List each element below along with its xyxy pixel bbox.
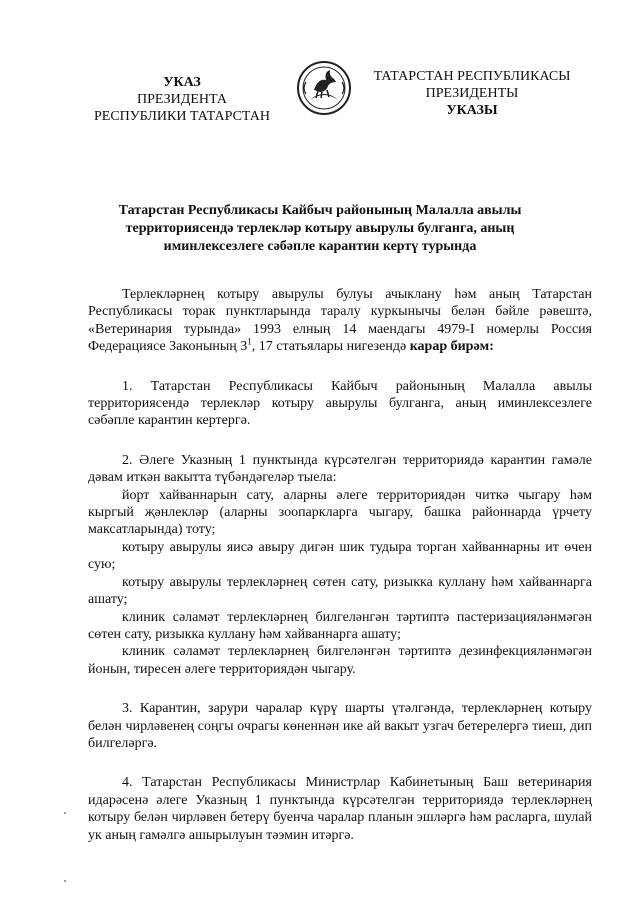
header-right — [352, 68, 592, 119]
title-line-2: территориясендә терлекләр котыру авырулы булганга, аның — [125, 221, 515, 236]
point-3: 3. Карантин, зарури чаралар күрү шарты үтәлгәндә, терлекләрнең котыру белән чирләвенең соңгы очрагы көненнән ике ай вакыт узгач бетерелергә тиеш, дип билгеләргә. — [88, 701, 592, 751]
point-2-item: клиник сәламәт терлекләрнең билгеләнгән тәртиптә пастеризацияләнмәгән сөтен сату, ризыкка куллану һәм хайваннарга ашату; — [88, 609, 592, 642]
preamble-text-after: , 17 статьялары нигезендә — [251, 339, 410, 355]
point-2-item: клиник сәламәт терлекләрнең билгеләнгән тәртиптә дезинфекцияләнмәгән йонын, тиресен әлеге территориядән чыгару. — [88, 644, 592, 677]
header-left — [72, 74, 292, 125]
point-2-item: йорт хайваннарын сату, аларны әлеге территориядән читкә чыгару һәм кыргый җәнлекләр (аларны зоопаркларга чыгару, башка районнарда үрчету максатларында) тоту; — [88, 487, 592, 538]
point-2-item: котыру авырулы яисә авыру дигән шик тудыра торган хайваннарны ит өчен сую; — [88, 539, 592, 573]
header-left-line-3: РЕСПУБЛИКИ ТАТАРСТАН — [93, 109, 270, 124]
preamble-paragraph — [88, 286, 592, 356]
header-right-line-1: ТАТАРСТАН РЕСПУБЛИКАСЫ — [373, 69, 571, 84]
preamble-decision: карар бирәм: — [409, 339, 494, 355]
point-4: 4. Татарстан Республикасы Министрлар Кабинетының Баш ветеринария идарәсенә әлеге Указның 1 пунктында күрсәтелгән территориядә терлекләрнең котыру белән чирләвен бетерү буенча чаралар планын эшләргә һәм расларга, шулай ук аның гамәлгә ашырылуын тәэмин итәргә. — [88, 775, 592, 843]
header-right-line-2: ПРЕЗИДЕНТЫ — [425, 86, 519, 101]
header-left-line-2: ПРЕЗИДЕНТА — [137, 92, 227, 107]
scan-speck — [64, 812, 66, 814]
title-line-1: Татарстан Республикасы Кайбыч районының Малалла авылы — [118, 203, 522, 218]
preamble-text: Терлекләрнең котыру авырулы булуы ачыклану һәм аның Татарстан Республикасы торак пунктларында таралу куркынычы белән бәйле рәвештә, «Ветеринария турында» 1993 елның 14 маендагы 4979-I номерлы Россия Федерациясе Законының 3 — [88, 287, 592, 355]
point-2-intro: 2. Әлеге Указның 1 пунктында күрсәтелгән территориядә карантин гамәле дәвам иткән вакытта түбәндәгеләр тыела: — [88, 452, 592, 486]
document-body — [88, 286, 592, 844]
title-line-3: иминлексезлеге сәбәпле карантин кертү турында — [163, 239, 477, 254]
header-left-line-1: УКАЗ — [163, 75, 201, 90]
coat-of-arms-icon — [296, 60, 352, 116]
point-2-item: котыру авырулы терлекләрнең сөтен сату, ризыкка куллану һәм хайваннарга ашату; — [88, 574, 592, 608]
document-title — [100, 202, 540, 256]
preamble-superscript: 1 — [247, 336, 252, 347]
scan-speck — [64, 880, 66, 882]
header-right-line-3: УКАЗЫ — [446, 103, 498, 118]
point-1: 1. Татарстан Республикасы Кайбыч районының Малалла авылы территориясендә терлекләр котыру авырулы булганга, аның иминлексезлеге сәбәпле карантин кертергә. — [88, 378, 592, 429]
